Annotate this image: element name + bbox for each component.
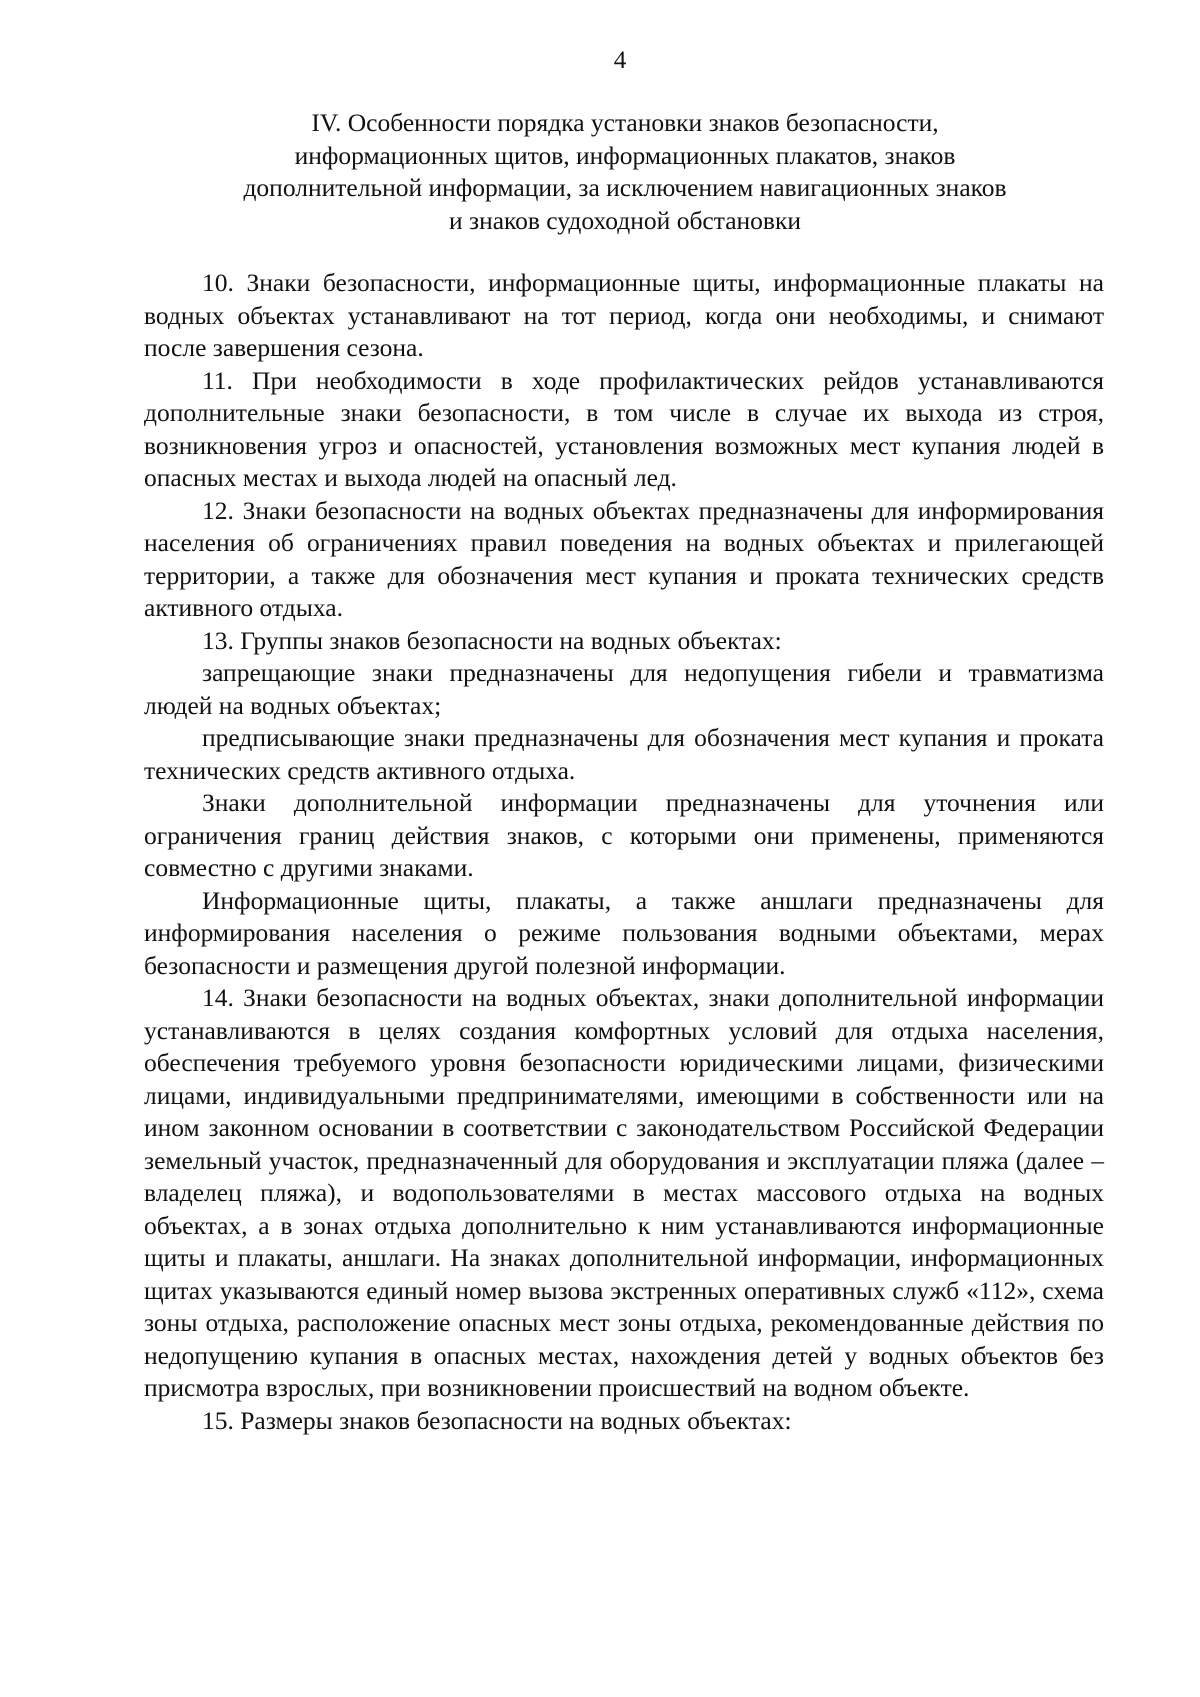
paragraph-13: 13. Группы знаков безопасности на водных объектах: [202, 625, 782, 655]
paragraph-10: 10. Знаки безопасности, информационные щиты, информационные плакаты на водных объектах устанавливают на тот период, когда они необходимы, и снимают после завершения сезона. [144, 268, 1104, 362]
heading-line: IV. Особенности порядка установки знаков безопасности, [311, 108, 939, 137]
paragraph-14: 14. Знаки безопасности на водных объектах, знаки дополнительной информации устанавливаются в целях создания комфортных условий для отдыха населения, обеспечения требуемого уровня безопасности юридическими лицами, физическими лицами, индивидуальными предпринимателями, имеющими в собственности или на ином законном основании в соответствии с законодательством Российской Федерации земельный участок, предназначенный для оборудования и эксплуатации пляжа (далее – владелец пляжа), и водопользователями в местах массового отдыха на водных объектах, а в зонах отдыха дополнительно к ним устанавливаются информационные щиты и плакаты, аншлаги. На знаках дополнительной информации, информационных щитах указываются единый номер вызова экстренных оперативных служб «112», схема зоны отдыха, расположение опасных мест зоны отдыха, рекомендованные действия по недопущению купания в опасных местах, нахождения детей у водных объектов без присмотра взрослых, при возникновении происшествий на водном объекте. [144, 983, 1104, 1402]
paragraph-info-boards: Информационные щиты, плакаты, а также аншлаги предназначены для информирования населения о режиме пользования водными объектами, мерах безопасности и размещения другой полезной информации. [144, 885, 1104, 980]
paragraph-11: 11. При необходимости в ходе профилактических рейдов устанавливаются дополнительные знаки безопасности, в том числе в случае их выхода из строя, возникновения угроз и опасностей, установления возможных мест купания людей в опасных местах и выхода людей на опасный лед. [144, 365, 1104, 492]
paragraph-13-prescriptive-signs: предписывающие знаки предназначены для обозначения мест купания и проката технических средств активного отдыха. [144, 723, 1104, 785]
heading-line: информационных щитов, информационных плакатов, знаков [294, 140, 956, 170]
heading-line: дополнительной информации, за исключением навигационных знаков [243, 173, 1007, 202]
paragraph-13-prohibiting-signs: запрещающие знаки предназначены для недопущения гибели и травматизма людей на водных объектах; [144, 658, 1104, 720]
page-number: 4 [613, 47, 627, 74]
paragraph-15: 15. Размеры знаков безопасности на водных объектах: [202, 1405, 792, 1435]
document-body [144, 267, 1104, 1437]
section-heading [145, 107, 1105, 237]
paragraph-additional-info-signs: Знаки дополнительной информации предназначены для уточнения или ограничения границ действия знаков, с которыми они применены, применяются совместно с другими знаками. [144, 788, 1104, 882]
paragraph-12: 12. Знаки безопасности на водных объектах предназначены для информирования населения об ограничениях правил поведения на водных объектах и прилегающей территории, а также для обозначения мест купания и проката технических средств активного отдыха. [144, 495, 1104, 622]
heading-line: и знаков судоходной обстановки [448, 205, 801, 235]
